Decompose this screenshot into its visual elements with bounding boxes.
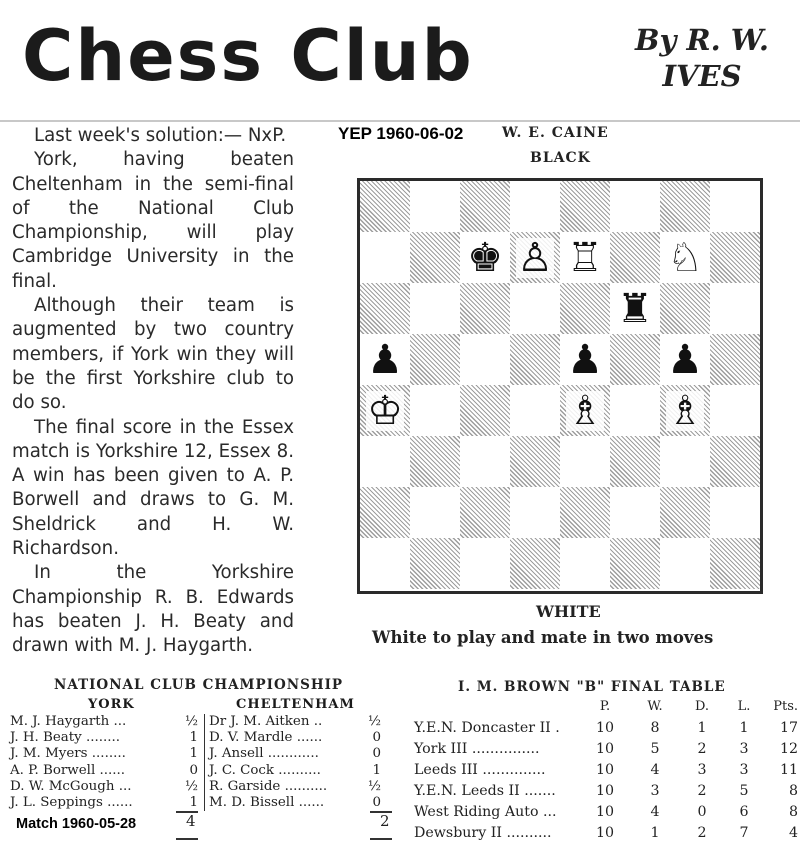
board-square-b2 bbox=[410, 487, 460, 538]
board-square-h3 bbox=[710, 436, 760, 487]
board-square-f5 bbox=[610, 334, 660, 385]
player-name: J. M. Myers ........ bbox=[10, 746, 126, 762]
match-row bbox=[205, 746, 391, 762]
player-name: J. Ansell ............ bbox=[209, 746, 319, 762]
board-square-h1 bbox=[710, 538, 760, 589]
match-row bbox=[8, 795, 204, 811]
board-square-a8 bbox=[360, 181, 410, 232]
won: 8 bbox=[650, 720, 660, 736]
team-name: Leeds III .............. bbox=[414, 762, 546, 778]
played: 10 bbox=[595, 762, 615, 778]
league-row bbox=[414, 760, 800, 781]
col-header-won: W. bbox=[647, 699, 663, 714]
drawn: 2 bbox=[697, 741, 707, 757]
board-square-g6 bbox=[660, 283, 710, 334]
board-square-b4 bbox=[410, 385, 460, 436]
player-name: D. W. McGough ... bbox=[10, 778, 132, 794]
black-pawn-glyph: ♟ bbox=[667, 336, 703, 383]
board-square-d8 bbox=[510, 181, 560, 232]
player-name: M. D. Bissell ...... bbox=[209, 794, 325, 810]
board-square-b1 bbox=[410, 538, 460, 589]
board-square-d5 bbox=[510, 334, 560, 385]
white-knight-glyph: ♘ bbox=[667, 234, 703, 281]
home-players bbox=[8, 714, 204, 811]
black-king-glyph: ♚ bbox=[467, 234, 503, 281]
board-square-f8 bbox=[610, 181, 660, 232]
lost: 3 bbox=[739, 741, 749, 757]
white-king-icon bbox=[360, 385, 410, 436]
black-pawn-icon bbox=[360, 334, 410, 385]
board-square-f3 bbox=[610, 436, 660, 487]
white-rook-icon bbox=[560, 232, 610, 283]
byline-line-2: IVES bbox=[662, 59, 742, 93]
league-row bbox=[414, 802, 800, 823]
black-pawn-icon bbox=[560, 334, 610, 385]
total-rule bbox=[176, 838, 198, 840]
board-square-b3 bbox=[410, 436, 460, 487]
player-score: 1 bbox=[189, 746, 198, 762]
white-pawn-glyph: ♙ bbox=[517, 234, 553, 281]
player-score: 1 bbox=[372, 762, 381, 778]
points: 8 bbox=[788, 804, 798, 820]
league-row bbox=[414, 823, 800, 844]
played: 10 bbox=[595, 720, 615, 736]
league-row bbox=[414, 718, 800, 739]
home-team-heading: YORK bbox=[88, 697, 135, 712]
problem-composer: W. E. CAINE bbox=[502, 125, 609, 141]
board-square-f2 bbox=[610, 487, 660, 538]
board-square-h7 bbox=[710, 232, 760, 283]
black-side-label: BLACK bbox=[530, 150, 591, 166]
black-rook-icon bbox=[610, 283, 660, 334]
player-score: 1 bbox=[189, 730, 198, 746]
white-pawn-icon bbox=[510, 232, 560, 283]
byline-line-1: By R. W. bbox=[635, 23, 769, 57]
match-row bbox=[205, 795, 391, 811]
points: 12 bbox=[779, 741, 798, 757]
article-paragraph: The final score in the Essex match is Yorkshire 12, Essex 8. A win has been given to A. P. Borwell and draws to G. M. Sheldrick and H. W. Richardson. bbox=[12, 416, 294, 560]
match-row bbox=[8, 714, 204, 730]
won: 1 bbox=[650, 825, 660, 841]
lost: 3 bbox=[739, 762, 749, 778]
player-score: 1 bbox=[189, 794, 198, 810]
board-square-h4 bbox=[710, 385, 760, 436]
white-bishop-icon bbox=[560, 385, 610, 436]
match-title: NATIONAL CLUB CHAMPIONSHIP bbox=[54, 677, 344, 693]
points: 4 bbox=[788, 825, 798, 841]
board-square-b6 bbox=[410, 283, 460, 334]
problem-date-label: YEP 1960-06-02 bbox=[338, 124, 464, 143]
black-pawn-glyph: ♟ bbox=[567, 336, 603, 383]
board-square-c8 bbox=[460, 181, 510, 232]
points: 17 bbox=[779, 720, 798, 736]
won: 5 bbox=[650, 741, 660, 757]
article-text bbox=[12, 124, 294, 659]
match-row bbox=[8, 746, 204, 762]
match-row bbox=[205, 763, 391, 779]
byline bbox=[612, 22, 792, 94]
player-name: J. H. Beaty ........ bbox=[10, 730, 121, 746]
team-name: York III ............... bbox=[414, 741, 540, 757]
board-square-c1 bbox=[460, 538, 510, 589]
board-square-h6 bbox=[710, 283, 760, 334]
black-pawn-icon bbox=[660, 334, 710, 385]
player-score: 0 bbox=[372, 746, 381, 762]
lost: 6 bbox=[739, 804, 749, 820]
won: 3 bbox=[650, 783, 660, 799]
board-square-b7 bbox=[410, 232, 460, 283]
board-square-h2 bbox=[710, 487, 760, 538]
board-square-c4 bbox=[460, 385, 510, 436]
match-row bbox=[205, 714, 391, 730]
match-row bbox=[8, 730, 204, 746]
team-name: Y.E.N. Leeds II ....... bbox=[414, 783, 556, 799]
white-bishop-glyph: ♗ bbox=[667, 387, 703, 434]
board-square-f7 bbox=[610, 232, 660, 283]
black-pawn-glyph: ♟ bbox=[367, 336, 403, 383]
board-square-f1 bbox=[610, 538, 660, 589]
board-square-c2 bbox=[460, 487, 510, 538]
match-row bbox=[205, 779, 391, 795]
played: 10 bbox=[595, 741, 615, 757]
board-square-g3 bbox=[660, 436, 710, 487]
player-name: D. V. Mardle ...... bbox=[209, 730, 323, 746]
drawn: 2 bbox=[697, 783, 707, 799]
match-row bbox=[205, 730, 391, 746]
article-paragraph: York, having beaten Cheltenham in the semi-final of the National Club Championship, will play Cambridge University in the final. bbox=[12, 149, 294, 292]
board-square-d6 bbox=[510, 283, 560, 334]
lost: 7 bbox=[739, 825, 749, 841]
white-bishop-glyph: ♗ bbox=[567, 387, 603, 434]
player-score: 0 bbox=[372, 730, 381, 746]
board-square-a7 bbox=[360, 232, 410, 283]
match-date-label: Match 1960-05-28 bbox=[16, 816, 137, 832]
drawn: 1 bbox=[697, 720, 707, 736]
column-title: Chess Club bbox=[22, 15, 474, 97]
board-square-c3 bbox=[460, 436, 510, 487]
player-score: ½ bbox=[368, 714, 381, 729]
team-name: West Riding Auto ... bbox=[414, 804, 557, 820]
player-score: 0 bbox=[189, 762, 198, 778]
board-square-e8 bbox=[560, 181, 610, 232]
article-paragraph: In the Yorkshire Championship R. B. Edwards has beaten J. H. Beaty and drawn with M. J. Haygarth. bbox=[12, 562, 294, 657]
board-square-g8 bbox=[660, 181, 710, 232]
won: 4 bbox=[650, 762, 660, 778]
col-header-points: Pts. bbox=[773, 699, 798, 714]
col-header-drawn: D. bbox=[694, 699, 710, 714]
white-rook-glyph: ♖ bbox=[567, 234, 603, 281]
match-row bbox=[8, 779, 204, 795]
points: 8 bbox=[788, 783, 798, 799]
total-rule bbox=[370, 838, 392, 840]
away-team-heading: CHELTENHAM bbox=[236, 697, 355, 712]
board-square-c6 bbox=[460, 283, 510, 334]
board-square-a3 bbox=[360, 436, 410, 487]
lost: 1 bbox=[739, 720, 749, 736]
board-square-h5 bbox=[710, 334, 760, 385]
drawn: 2 bbox=[697, 825, 707, 841]
col-header-played: P. bbox=[599, 699, 611, 714]
player-name: R. Garside .......... bbox=[209, 778, 328, 794]
player-score: ½ bbox=[185, 778, 198, 794]
board-square-e2 bbox=[560, 487, 610, 538]
board-square-e6 bbox=[560, 283, 610, 334]
team-name: Dewsbury II .......... bbox=[414, 825, 552, 841]
board-square-g2 bbox=[660, 487, 710, 538]
board-square-f4 bbox=[610, 385, 660, 436]
played: 10 bbox=[595, 825, 615, 841]
player-score: ½ bbox=[368, 778, 381, 794]
away-players bbox=[204, 714, 391, 811]
board-square-b5 bbox=[410, 334, 460, 385]
team-name: Y.E.N. Doncaster II . bbox=[414, 720, 560, 736]
played: 10 bbox=[595, 783, 615, 799]
board-square-g1 bbox=[660, 538, 710, 589]
white-knight-icon bbox=[660, 232, 710, 283]
board-square-c5 bbox=[460, 334, 510, 385]
board-square-a2 bbox=[360, 487, 410, 538]
league-table bbox=[414, 697, 800, 844]
league-row bbox=[414, 739, 800, 760]
black-king-icon bbox=[460, 232, 510, 283]
black-rook-glyph: ♜ bbox=[617, 285, 653, 332]
away-total: 2 bbox=[380, 812, 390, 830]
player-name: J. C. Cock .......... bbox=[209, 762, 321, 778]
article-paragraph: Last week's solution:— NxP. bbox=[34, 125, 287, 146]
board-square-h8 bbox=[710, 181, 760, 232]
white-side-label: WHITE bbox=[536, 602, 601, 621]
drawn: 3 bbox=[697, 762, 707, 778]
player-name: A. P. Borwell ...... bbox=[10, 762, 126, 778]
home-total: 4 bbox=[186, 812, 196, 830]
league-row bbox=[414, 781, 800, 802]
player-score: ½ bbox=[185, 714, 198, 729]
player-name: Dr J. M. Aitken .. bbox=[209, 714, 323, 729]
match-row bbox=[8, 763, 204, 779]
board-square-d1 bbox=[510, 538, 560, 589]
problem-stipulation: White to play and mate in two moves bbox=[372, 628, 714, 647]
board-square-d4 bbox=[510, 385, 560, 436]
board-square-e1 bbox=[560, 538, 610, 589]
white-bishop-icon bbox=[660, 385, 710, 436]
drawn: 0 bbox=[697, 804, 707, 820]
player-score: 0 bbox=[372, 794, 381, 810]
played: 10 bbox=[595, 804, 615, 820]
league-table-title: I. M. BROWN "B" FINAL TABLE bbox=[458, 679, 726, 695]
lost: 5 bbox=[739, 783, 749, 799]
won: 4 bbox=[650, 804, 660, 820]
board-square-d3 bbox=[510, 436, 560, 487]
chess-board bbox=[357, 178, 763, 594]
board-square-b8 bbox=[410, 181, 460, 232]
league-header-row bbox=[414, 697, 800, 718]
board-square-a1 bbox=[360, 538, 410, 589]
white-king-glyph: ♔ bbox=[367, 387, 403, 434]
player-name: J. L. Seppings ...... bbox=[10, 794, 133, 810]
col-header-lost: L. bbox=[737, 699, 751, 714]
article-paragraph: Although their team is augmented by two country members, if York win they will be the first Yorkshire club to do so. bbox=[12, 295, 294, 414]
board-square-e3 bbox=[560, 436, 610, 487]
header-divider bbox=[0, 120, 800, 122]
board-square-a6 bbox=[360, 283, 410, 334]
points: 11 bbox=[779, 762, 798, 778]
player-name: M. J. Haygarth ... bbox=[10, 714, 127, 729]
board-square-d2 bbox=[510, 487, 560, 538]
